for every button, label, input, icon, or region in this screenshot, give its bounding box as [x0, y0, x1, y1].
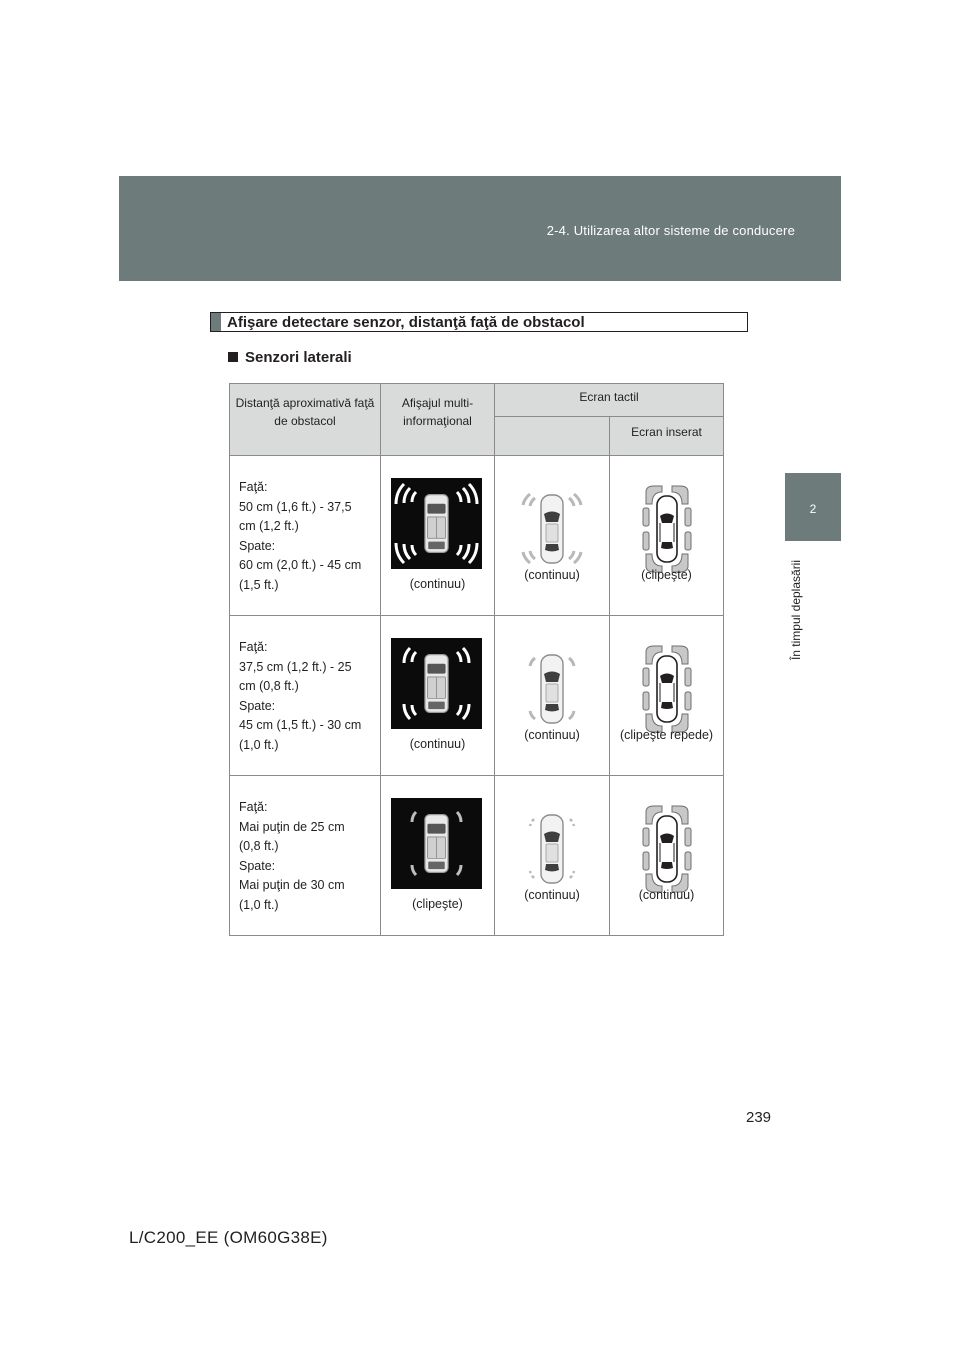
inset-caption: (continuu) [638, 888, 695, 902]
chapter-tab [785, 473, 841, 541]
multi-info-display-image [391, 478, 482, 569]
table-row [230, 456, 724, 616]
table-row [230, 776, 724, 936]
multi-info-cell [381, 456, 495, 616]
multi-info-display-image [391, 638, 482, 729]
multi-info-caption: (continuu) [409, 737, 466, 751]
touch-cell [495, 616, 610, 776]
distance-cell [230, 456, 381, 616]
distance-line: Mai puţin de 30 cm [239, 878, 345, 893]
header-distance-text: Distanţă aproximativă faţă de obstacol [235, 396, 375, 428]
inset-caption: (clipeşte) [641, 568, 692, 582]
header-inset-screen [610, 417, 724, 456]
multi-info-display-image [391, 798, 482, 889]
touch-caption: (continuu) [524, 888, 580, 902]
inset-display-image [642, 484, 692, 574]
distance-line: 45 cm (1,5 ft.) - 30 cm [239, 718, 362, 733]
table-row [230, 616, 724, 776]
multi-info-caption: (clipeşte) [412, 897, 463, 911]
touch-cell [495, 456, 610, 616]
touch-display-image [517, 646, 587, 731]
subheading-text: Senzori laterali [245, 349, 352, 366]
header-multi-info [381, 384, 495, 456]
distance-line: 50 cm (1,6 ft.) - 37,5 [239, 499, 352, 514]
inset-caption: (clipeşte repede) [619, 728, 714, 742]
inset-cell [610, 456, 724, 616]
distance-line: Spate: [239, 858, 276, 873]
distance-line: 37,5 cm (1,2 ft.) - 25 [239, 659, 352, 674]
distance-line: cm (1,2 ft.) [239, 519, 299, 534]
distance-line: cm (0,8 ft.) [239, 679, 299, 694]
page-header-band [119, 176, 841, 281]
header-blank [495, 417, 610, 456]
touch-display-image [517, 806, 587, 891]
distance-line: Faţă: [239, 800, 268, 814]
distance-line: (0,8 ft.) [239, 839, 279, 854]
section-title-bar [211, 313, 221, 331]
touch-caption: (continuu) [524, 728, 580, 742]
inset-display-image [642, 644, 692, 734]
header-inset-text: Ecran inserat [631, 425, 702, 439]
touch-caption: (continuu) [524, 568, 580, 582]
inset-cell [610, 776, 724, 936]
inset-cell [610, 616, 724, 776]
multi-info-caption: (continuu) [409, 577, 466, 591]
distance-cell [230, 776, 381, 936]
inset-display-image [642, 804, 692, 894]
distance-line: Faţă: [239, 480, 268, 494]
sensor-display-table [229, 383, 724, 936]
distance-cell [230, 616, 381, 776]
section-title-box [210, 312, 748, 332]
chapter-label-text: În timpul deplasării [789, 559, 803, 661]
touch-display-image [517, 486, 587, 571]
square-bullet-icon [228, 352, 238, 362]
page-number: 239 [746, 1109, 772, 1126]
distance-line: Spate: [239, 538, 276, 553]
distance-line: Spate: [239, 698, 276, 713]
distance-line: (1,5 ft.) [239, 577, 279, 592]
model-code: L/C200_EE (OM60G38E) [129, 1228, 328, 1247]
header-touch-text: Ecran tactil [579, 390, 639, 404]
header-multi-info-text: Afişajul multi-informaţional [401, 396, 474, 428]
distance-line: Mai puţin de 25 cm [239, 819, 345, 834]
multi-info-cell [381, 616, 495, 776]
chapter-number: 2 [809, 502, 817, 516]
section-title: Afişare detectare senzor, distanţă faţă de obstacol [227, 314, 585, 331]
chapter-label [788, 545, 804, 677]
distance-line: 60 cm (2,0 ft.) - 45 cm [239, 558, 362, 573]
touch-cell [495, 776, 610, 936]
subheading [228, 349, 352, 366]
header-distance [230, 384, 381, 456]
multi-info-cell [381, 776, 495, 936]
distance-line: (1,0 ft.) [239, 737, 279, 752]
distance-line: (1,0 ft.) [239, 897, 279, 912]
distance-line: Faţă: [239, 640, 268, 654]
section-breadcrumb: 2-4. Utilizarea altor sisteme de conducere [546, 223, 795, 238]
header-touch-screen [495, 384, 724, 417]
